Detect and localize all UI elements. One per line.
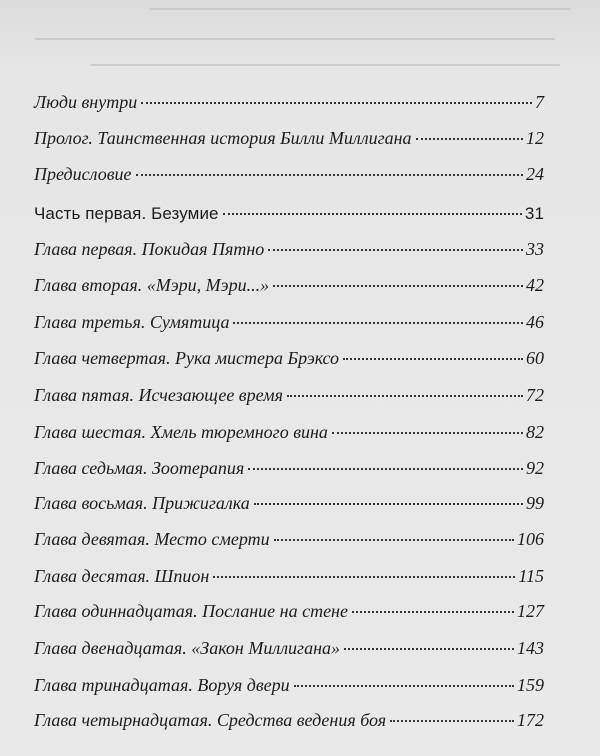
toc-entry-page: 42 bbox=[526, 275, 544, 295]
toc-entry-title: Глава вторая. «Мэри, Мэри...» bbox=[34, 275, 270, 295]
toc-entry-page: 12 bbox=[526, 128, 544, 148]
toc-entry bbox=[34, 637, 544, 659]
toc-entry-page: 7 bbox=[535, 92, 544, 112]
toc-entry-title: Глава третья. Сумятица bbox=[34, 312, 230, 332]
toc-entry-page: 33 bbox=[526, 239, 544, 259]
dot-leader bbox=[273, 285, 523, 287]
dot-leader bbox=[223, 213, 522, 215]
toc-entry bbox=[34, 127, 544, 149]
toc-entry-page: 159 bbox=[517, 675, 544, 695]
toc-part-heading bbox=[34, 203, 544, 225]
toc-entry-title: Глава девятая. Место смерти bbox=[34, 529, 270, 549]
toc-entry bbox=[34, 457, 544, 479]
toc-entry-title: Пролог. Таинственная история Билли Миллигана bbox=[34, 128, 412, 148]
dot-leader bbox=[274, 539, 514, 541]
toc-entry-page: 60 bbox=[526, 348, 544, 368]
toc-entry-page: 127 bbox=[517, 601, 544, 621]
dot-leader bbox=[332, 432, 523, 434]
toc-entry-page: 106 bbox=[517, 529, 544, 549]
toc-entry bbox=[34, 274, 544, 296]
toc-entry-title: Глава тринадцатая. Воруя двери bbox=[34, 675, 290, 695]
dot-leader bbox=[294, 685, 514, 687]
toc-entry-title: Люди внутри bbox=[34, 92, 138, 112]
dot-leader bbox=[343, 358, 523, 360]
toc-entry-page: 24 bbox=[526, 164, 544, 184]
toc-entry bbox=[34, 384, 544, 406]
toc-entry-title: Глава одиннадцатая. Послание на стене bbox=[34, 601, 348, 621]
toc-entry-page: 115 bbox=[518, 566, 544, 586]
toc-entry-title: Глава восьмая. Прижигалка bbox=[34, 493, 250, 513]
toc-entry-title: Глава седьмая. Зоотерапия bbox=[34, 458, 245, 478]
toc-entry bbox=[34, 91, 544, 113]
toc-entry bbox=[34, 709, 544, 731]
toc-entry-title: Глава четвертая. Рука мистера Брэксо bbox=[34, 348, 340, 368]
dot-leader bbox=[248, 468, 523, 470]
dot-leader bbox=[416, 138, 523, 140]
toc-entry bbox=[34, 600, 544, 622]
toc-entry-title: Глава десятая. Шпион bbox=[34, 566, 210, 586]
dot-leader bbox=[213, 576, 515, 578]
toc-entry-title: Глава четырнадцатая. Средства ведения боя bbox=[34, 710, 387, 730]
dot-leader bbox=[287, 395, 523, 397]
dot-leader bbox=[352, 611, 514, 613]
toc-entry-page: 31 bbox=[524, 204, 544, 223]
toc-entry bbox=[34, 528, 544, 550]
dot-leader bbox=[344, 648, 514, 650]
toc-entry bbox=[34, 238, 544, 260]
toc-entry-page: 172 bbox=[517, 710, 544, 730]
dot-leader bbox=[141, 102, 532, 104]
toc-entry-title: Предисловие bbox=[34, 164, 132, 184]
toc-entry-title: Глава первая. Покидая Пятно bbox=[34, 239, 265, 259]
dot-leader bbox=[233, 322, 523, 324]
dot-leader bbox=[254, 503, 523, 505]
toc-entry-title: Глава двенадцатая. «Закон Миллигана» bbox=[34, 638, 341, 658]
toc-entry bbox=[34, 492, 544, 514]
dot-leader bbox=[268, 249, 523, 251]
toc-entry bbox=[34, 347, 544, 369]
toc-entry bbox=[34, 311, 544, 333]
toc-entry bbox=[34, 421, 544, 443]
toc-entry bbox=[34, 163, 544, 185]
dot-leader bbox=[390, 720, 514, 722]
toc-entry-page: 99 bbox=[526, 493, 544, 513]
toc-entry-title: Часть первая. Безумие bbox=[34, 204, 219, 223]
toc-entry-page: 46 bbox=[526, 312, 544, 332]
toc-entry-page: 143 bbox=[517, 638, 544, 658]
toc-entry-title: Глава шестая. Хмель тюремного вина bbox=[34, 422, 328, 442]
toc-entry-title: Глава пятая. Исчезающее время bbox=[34, 385, 284, 405]
toc-entry-page: 92 bbox=[526, 458, 544, 478]
toc-entry-page: 72 bbox=[526, 385, 544, 405]
toc-entry bbox=[34, 565, 544, 587]
dot-leader bbox=[136, 174, 523, 176]
toc-entry bbox=[34, 674, 544, 696]
toc-entry-page: 82 bbox=[526, 422, 544, 442]
